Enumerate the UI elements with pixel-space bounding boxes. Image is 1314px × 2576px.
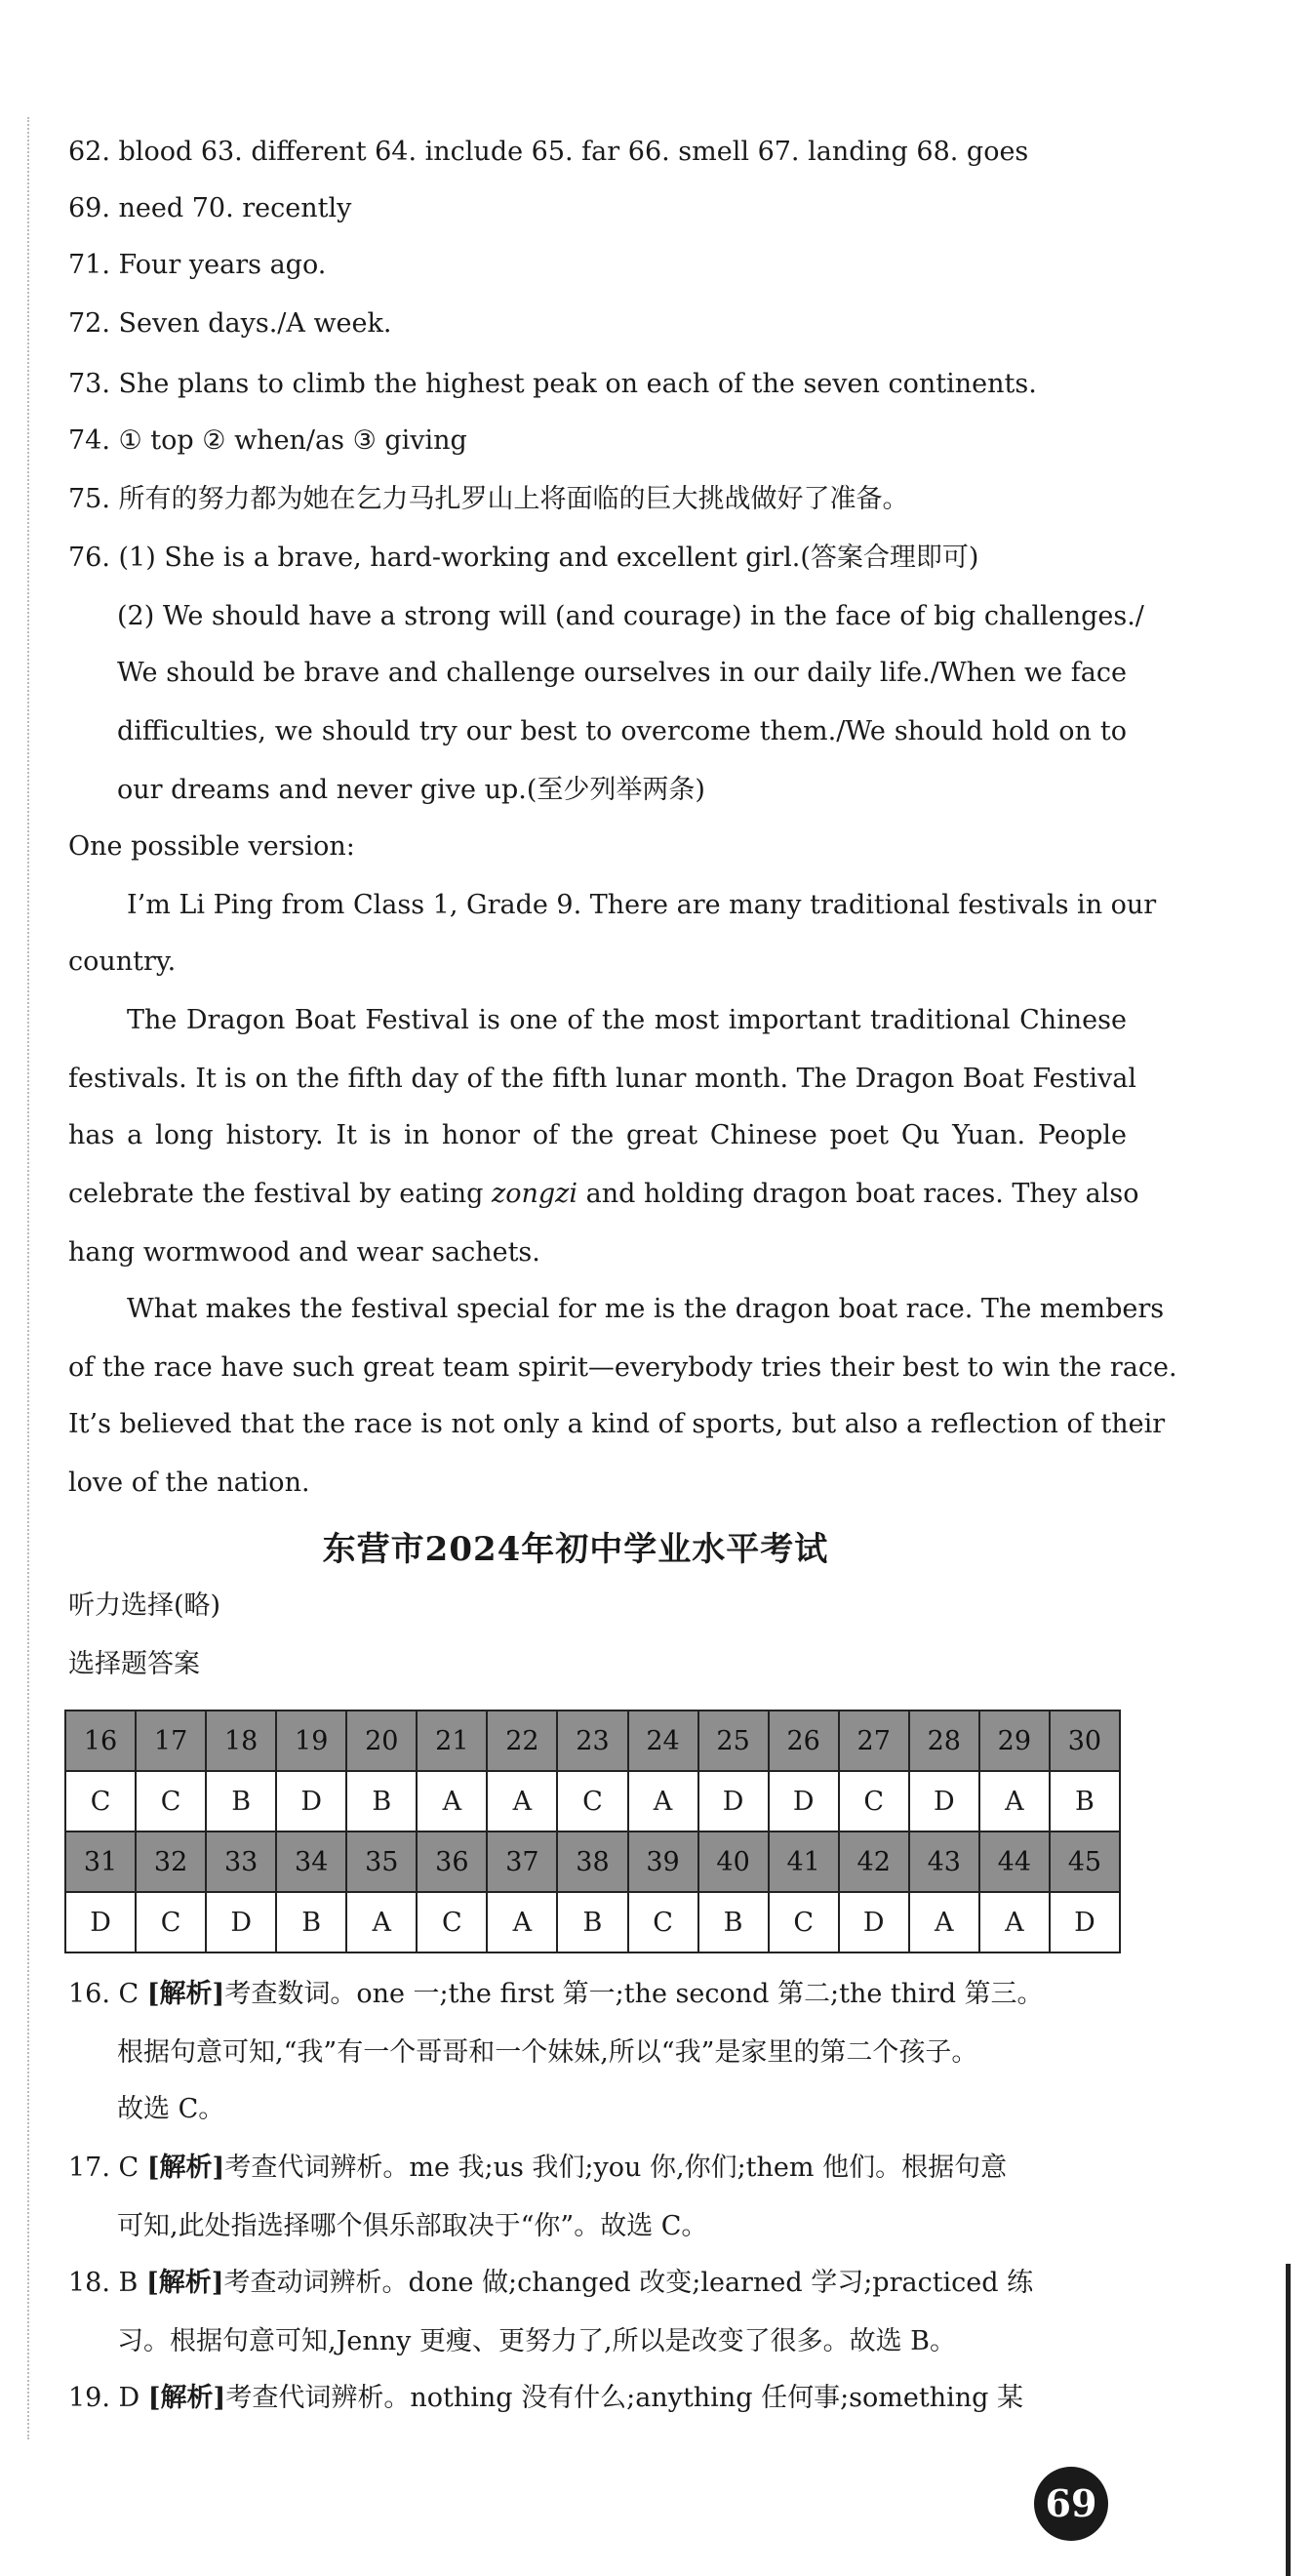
table-cell: B (698, 1892, 769, 1952)
table-cell: A (487, 1892, 557, 1952)
table-cell: 42 (839, 1831, 909, 1892)
table-cell: 22 (487, 1711, 557, 1771)
table-cell: 44 (979, 1831, 1050, 1892)
answer-line-69-70: 69. need 70. recently (68, 193, 352, 223)
table-cell: 20 (346, 1711, 417, 1771)
table-cell: D (698, 1771, 769, 1831)
table-cell: C (839, 1771, 909, 1831)
explanation-16-line1 (68, 1977, 1044, 2012)
answer-line-62-68: 62. blood 63. different 64. include 65. far 66. smell 67. landing 68. goes (68, 137, 1029, 167)
essay-label: One possible version: (68, 831, 355, 862)
table-cell: A (979, 1771, 1050, 1831)
table-cell: D (909, 1771, 979, 1831)
table-cell: 35 (346, 1831, 417, 1892)
table-cell: 37 (487, 1831, 557, 1892)
explanation-16-line3: 故选 C。 (117, 2094, 225, 2124)
table-cell: B (346, 1771, 417, 1831)
table-cell: 21 (417, 1711, 487, 1771)
table-cell: 25 (698, 1711, 769, 1771)
essay-p2-line4-post: and holding dragon boat races. They also (577, 1179, 1139, 1209)
table-cell: D (769, 1771, 839, 1831)
explanation-16-line2: 根据句意可知,“我”有一个哥哥和一个妹妹,所以“我”是家里的第二个孩子。 (117, 2037, 978, 2068)
table-cell: 24 (628, 1711, 698, 1771)
explanation-18-line1 (68, 2266, 1033, 2301)
table-cell: 17 (136, 1711, 206, 1771)
left-margin-rule (27, 117, 29, 2439)
table-cell: C (136, 1771, 206, 1831)
essay-p2-line5: hang wormwood and wear sachets. (68, 1237, 540, 1268)
answer-76-part2-line2: We should be brave and challenge ourselves in our daily life./When we face (117, 658, 1127, 688)
table-cell: 28 (909, 1711, 979, 1771)
table-cell: C (769, 1892, 839, 1952)
table-cell: C (557, 1771, 627, 1831)
choice-answers-label: 选择题答案 (68, 1649, 200, 1679)
answer-76-part2-line4: our dreams and never give up.(至少列举两条) (117, 775, 705, 805)
table-cell: A (979, 1892, 1050, 1952)
table-cell: 36 (417, 1831, 487, 1892)
answer-76-part2-line1: (2) We should have a strong will (and courage) in the face of big challenges./ (117, 601, 1144, 631)
question-number: 17. C (68, 2153, 139, 2183)
table-row-answers-16-30 (65, 1771, 1120, 1831)
explanation-text: 考查代词辨析。nothing 没有什么;anything 任何事;something 某 (225, 2383, 1023, 2413)
table-cell: C (417, 1892, 487, 1952)
explanation-text: 考查动词辨析。done 做;changed 改变;learned 学习;practiced 练 (223, 2268, 1034, 2298)
table-cell: B (206, 1771, 276, 1831)
table-cell: C (136, 1892, 206, 1952)
analysis-tag: [解析] (146, 2153, 225, 2183)
answer-74: 74. ① top ② when/as ③ giving (68, 425, 467, 456)
table-cell: A (487, 1771, 557, 1831)
essay-p2-line3: has a long history. It is in honor of the great Chinese poet Qu Yuan. People (68, 1120, 1127, 1150)
section-title: 东营市2024年初中学业水平考试 (322, 1530, 829, 1569)
table-cell: 32 (136, 1831, 206, 1892)
table-cell: 40 (698, 1831, 769, 1892)
table-cell: 38 (557, 1831, 627, 1892)
explanation-18-line2: 习。根据句意可知,Jenny 更瘦、更努力了,所以是改变了很多。故选 B。 (117, 2326, 957, 2356)
table-cell: D (206, 1892, 276, 1952)
table-cell: 30 (1050, 1711, 1120, 1771)
analysis-tag: [解析] (147, 2383, 226, 2413)
essay-zongzi-italic: zongzi (492, 1179, 578, 1209)
table-cell: D (276, 1771, 346, 1831)
table-cell: 43 (909, 1831, 979, 1892)
question-number: 18. B (68, 2268, 139, 2298)
essay-p2-line1: The Dragon Boat Festival is one of the most important traditional Chinese (127, 1005, 1127, 1035)
table-cell: 41 (769, 1831, 839, 1892)
essay-p2-line4 (68, 1177, 1139, 1212)
analysis-tag: [解析] (145, 2268, 224, 2298)
table-cell: 34 (276, 1831, 346, 1892)
table-cell: A (909, 1892, 979, 1952)
table-cell: 19 (276, 1711, 346, 1771)
explanation-19-line1 (68, 2381, 1023, 2416)
table-cell: 27 (839, 1711, 909, 1771)
answer-76-part2-line3: difficulties, we should try our best to overcome them./We should hold on to (117, 716, 1127, 746)
question-number: 16. C (68, 1979, 139, 2009)
table-cell: D (1050, 1892, 1120, 1952)
essay-p2-line2: festivals. It is on the fifth day of the fifth lunar month. The Dragon Boat Festival (68, 1064, 1136, 1094)
table-cell: 16 (65, 1711, 136, 1771)
table-cell: D (839, 1892, 909, 1952)
table-cell: 29 (979, 1711, 1050, 1771)
essay-p1-line1: I’m Li Ping from Class 1, Grade 9. There are many traditional festivals in our (127, 890, 1157, 920)
table-row-numbers-31-45 (65, 1831, 1120, 1892)
explanation-text: 考查数词。one 一;the first 第一;the second 第二;the third 第三。 (224, 1979, 1044, 2009)
table-cell: B (557, 1892, 627, 1952)
explanation-17-line2: 可知,此处指选择哪个俱乐部取决于“你”。故选 C。 (117, 2211, 708, 2241)
table-row-answers-31-45 (65, 1892, 1120, 1952)
essay-p3-line3: It’s believed that the race is not only a kind of sports, but also a reflection of their (68, 1409, 1166, 1439)
essay-p3-line4: love of the nation. (68, 1468, 310, 1498)
table-cell: D (65, 1892, 136, 1952)
right-edge-bar (1286, 2264, 1291, 2576)
explanation-17-line1 (68, 2151, 1007, 2186)
table-cell: A (417, 1771, 487, 1831)
essay-p3-line1: What makes the festival special for me is the dragon boat race. The members (127, 1294, 1165, 1324)
essay-p3-line2: of the race have such great team spirit—everybody tries their best to win the race. (68, 1352, 1177, 1383)
answer-76-part1: 76. (1) She is a brave, hard-working and excellent girl.(答案合理即可) (68, 543, 979, 573)
table-row-numbers-16-30 (65, 1711, 1120, 1771)
answer-table (64, 1710, 1121, 1953)
answer-71: 71. Four years ago. (68, 250, 327, 280)
table-cell: B (276, 1892, 346, 1952)
table-cell: A (346, 1892, 417, 1952)
table-cell: 31 (65, 1831, 136, 1892)
table-cell: 23 (557, 1711, 627, 1771)
answer-73: 73. She plans to climb the highest peak on each of the seven continents. (68, 369, 1037, 399)
table-cell: C (65, 1771, 136, 1831)
table-cell: C (628, 1892, 698, 1952)
analysis-tag: [解析] (146, 1979, 225, 2009)
listening-note: 听力选择(略) (68, 1590, 221, 1621)
table-cell: 33 (206, 1831, 276, 1892)
table-cell: B (1050, 1771, 1120, 1831)
explanation-text: 考查代词辨析。me 我;us 我们;you 你,你们;them 他们。根据句意 (224, 2153, 1008, 2183)
answer-75: 75. 所有的努力都为她在乞力马扎罗山上将面临的巨大挑战做好了准备。 (68, 484, 909, 514)
table-cell: 18 (206, 1711, 276, 1771)
page-number: 69 (1034, 2467, 1108, 2541)
table-cell: 26 (769, 1711, 839, 1771)
question-number: 19. D (68, 2383, 140, 2413)
essay-p1-line2: country. (68, 946, 177, 977)
table-cell: 45 (1050, 1831, 1120, 1892)
answer-72: 72. Seven days./A week. (68, 308, 392, 339)
table-cell: 39 (628, 1831, 698, 1892)
table-cell: A (628, 1771, 698, 1831)
essay-p2-line4-pre: celebrate the festival by eating (68, 1179, 493, 1209)
